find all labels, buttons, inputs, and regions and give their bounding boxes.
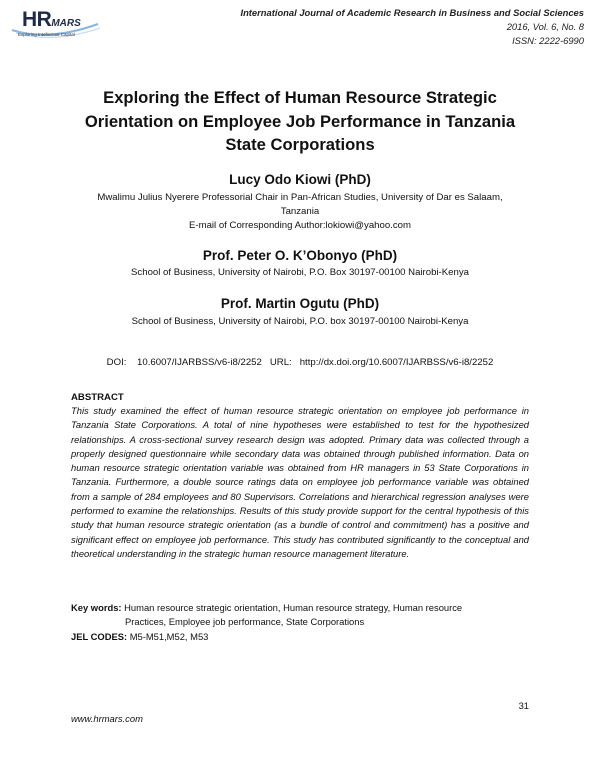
author-name: Prof. Martin Ogutu (PhD) [220, 296, 380, 311]
hrmars-logo [8, 6, 104, 44]
keywords-line: Human resource strategic orientation, Human resource strategy, Human resource [121, 602, 463, 613]
logo-wordmark [22, 8, 81, 32]
journal-header [240, 6, 584, 48]
author-affiliation [60, 191, 540, 233]
title-line: State Corporations [225, 135, 375, 154]
affiliation-line: Mwalimu Julius Nyerere Professorial Chair in Pan-African Studies, University of Dar es Salaam, [97, 192, 503, 203]
keywords [71, 601, 539, 629]
keywords-line: Practices, Employee job performance, State Corporations [125, 616, 365, 627]
affiliation-line: School of Business, University of Nairobi, P.O. Box 30197-00100 Nairobi-Kenya [131, 267, 469, 278]
page-number: 31 [518, 700, 529, 711]
abstract-heading: ABSTRACT [71, 392, 124, 403]
author-name: Prof. Peter O. K’Obonyo (PhD) [202, 248, 398, 263]
author-affiliation [60, 266, 540, 280]
paper-title [50, 86, 550, 157]
abstract-text: This study examined the effect of human resource strategic orientation on employee job performance in Tanzania State Corporations. A total of nine hypotheses were established to test for the hypothesized relationships. A cross-sectional survey research design was adopted. Primary data was collected through a properly designed questionnaire while secondary data was obtained through published information. Data on human resource strategic orientation variable was obtained from HR managers in 53 State Corporations in Tanzania. Furthermore, a double source ratings data on employee job performance variable was obtained from a sample of 284 employees and 80 Supervisors. Correlations and hierarchical regression analyses were performed to examine the relationships. Results of this study provide support for the central hypothesis of this study that human resource strategic orientation (as a bundle of control and commitment) has a positive and significant effect on employee job performance. This study has contributed significantly to the conceptual and theoretical understanding in the strategic human resource management literature. [71, 405, 529, 559]
affiliation-line: Tanzania [280, 206, 320, 217]
journal-volume: 2016, Vol. 6, No. 8 [506, 21, 584, 32]
journal-issn: ISSN: 2222-6990 [512, 35, 584, 46]
jel-value: M5-M51,M52, M53 [127, 631, 209, 642]
author-email: E-mail of Corresponding Author:lokiowi@yahoo.com [189, 220, 411, 231]
jel-codes [71, 631, 208, 642]
footer-website: www.hrmars.com [71, 713, 143, 724]
affiliation-line: School of Business, University of Nairobi, P.O. box 30197-00100 Nairobi-Kenya [131, 316, 469, 327]
title-line: Exploring the Effect of Human Resource Strategic [103, 88, 497, 107]
keywords-label: Key words: [71, 602, 122, 613]
logo-tagline: Exploring Intellectual Capital [18, 32, 75, 37]
title-line: Orientation on Employee Job Performance in Tanzania [84, 111, 516, 131]
logo-small-text: MARS [51, 18, 81, 29]
logo-main-text: HR [22, 8, 52, 31]
jel-label: JEL CODES: [71, 631, 128, 642]
author-affiliation [60, 315, 540, 329]
doi-line: DOI: 10.6007/IJARBSS/v6-i8/2252 URL: http://dx.doi.org/10.6007/IJARBSS/v6-i8/2252 [106, 357, 494, 368]
journal-name: International Journal of Academic Research in Business and Social Sciences [240, 7, 584, 18]
author-name: Lucy Odo Kiowi (PhD) [229, 172, 371, 187]
